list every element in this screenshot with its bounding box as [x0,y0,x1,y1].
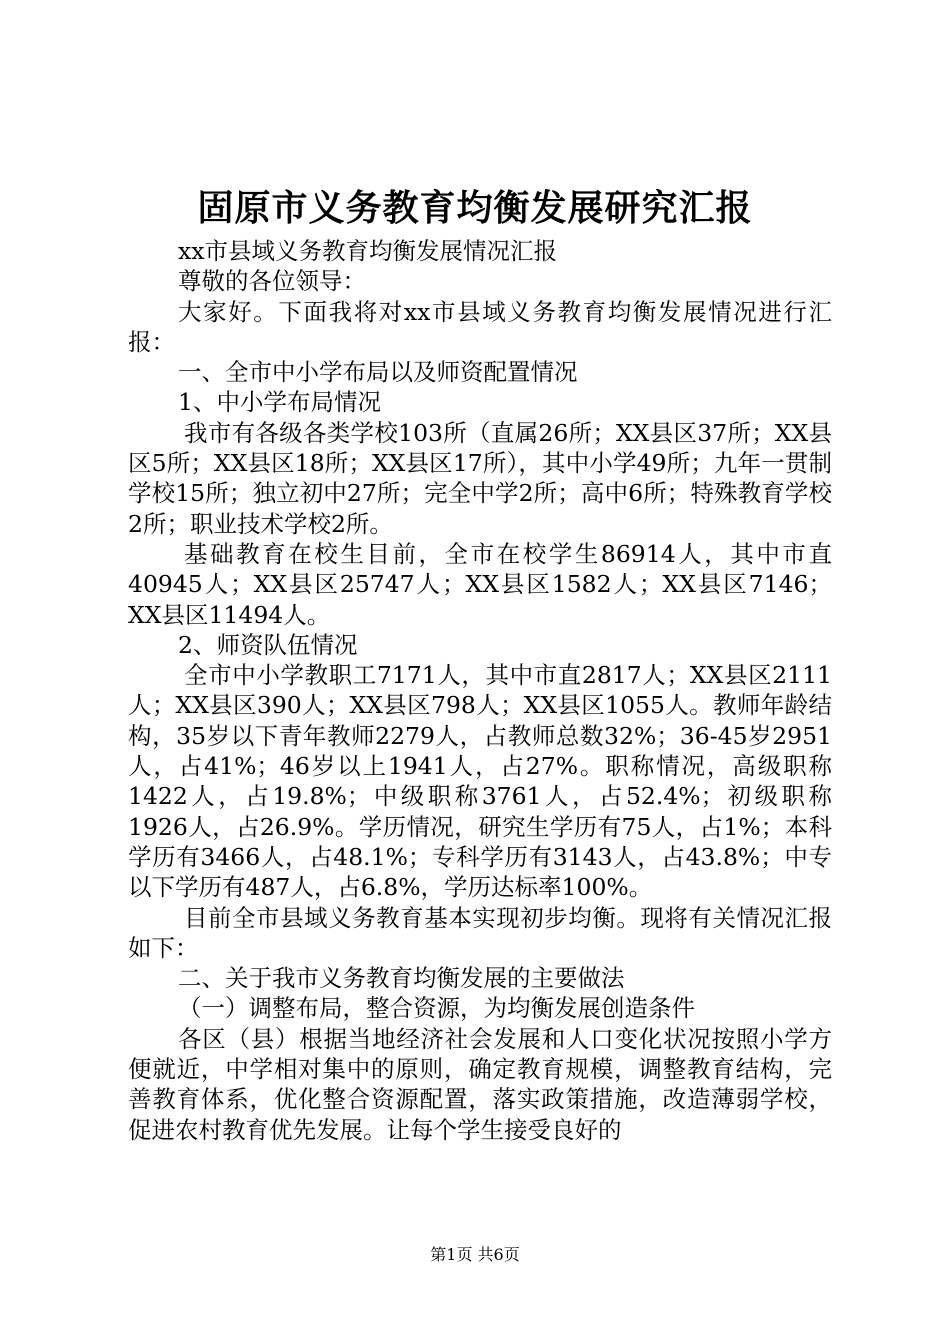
teachers-paragraph: 全市中小学教职工7171人，其中市直2817人；XX县区2111人；XX县区390人；XX县区798人；XX县区1055人。教师年龄结构，35岁以下青年教师2279人，占教师总数32%；36-45岁2951人，占41%；46岁以上1941人，占27%。职称情况，高级职称1422人，占19.8%；中级职称3761人，占52.4%；初级职称1926人，占26.9%。学历情况，研究生学历有75人，占1%；本科学历有3466人，占48.1%；专科学历有3143人，占43.8%；中专以下学历有487人，占6.8%，学历达标率100%。 [128,661,832,902]
document-body [128,236,832,1145]
subsection-heading-2-1: （一）调整布局，整合资源，为均衡发展创造条件 [178,994,695,1023]
subsection-heading-1-1: 1、中小学布局情况 [178,388,381,417]
layout-adjustment-paragraph: 各区（县）根据当地经济社会发展和人口变化状况按照小学方便就近，中学相对集中的原则，确定教育规模，调整教育结构，完善教育体系，优化整合资源配置，落实政策措施，改造薄弱学校，促进农村教育优先发展。让每个学生接受良好的 [128,1024,832,1144]
page-footer: 第1页 共6页 [430,1245,520,1264]
salutation: 尊敬的各位领导： [178,267,366,296]
document-title: 固原市义务教育均衡发展研究汇报 [197,187,753,229]
students-paragraph: 基础教育在校生目前，全市在校学生86914人，其中市直40945人；XX县区25747人；XX县区1582人；XX县区7146；XX县区11494人。 [128,539,832,629]
subsection-heading-1-2: 2、师资队伍情况 [178,630,358,659]
schools-paragraph: 我市有各级各类学校103所（直属26所；XX县区37所；XX县区5所；XX县区18所；XX县区17所），其中小学49所；九年一贯制学校15所；独立初中27所；完全中学2所；高中6所；特殊教育学校2所；职业技术学校2所。 [128,418,832,538]
report-subtitle: xx市县域义务教育均衡发展情况汇报 [178,237,558,265]
section-heading-2: 二、关于我市义务教育均衡发展的主要做法 [178,964,625,993]
opening-paragraph: 大家好。下面我将对xx市县域义务教育均衡发展情况进行汇报： [128,297,832,356]
section-heading-1: 一、全市中小学布局以及师资配置情况 [178,358,578,387]
summary-paragraph: 目前全市县域义务教育基本实现初步均衡。现将有关情况汇报如下： [128,903,832,962]
